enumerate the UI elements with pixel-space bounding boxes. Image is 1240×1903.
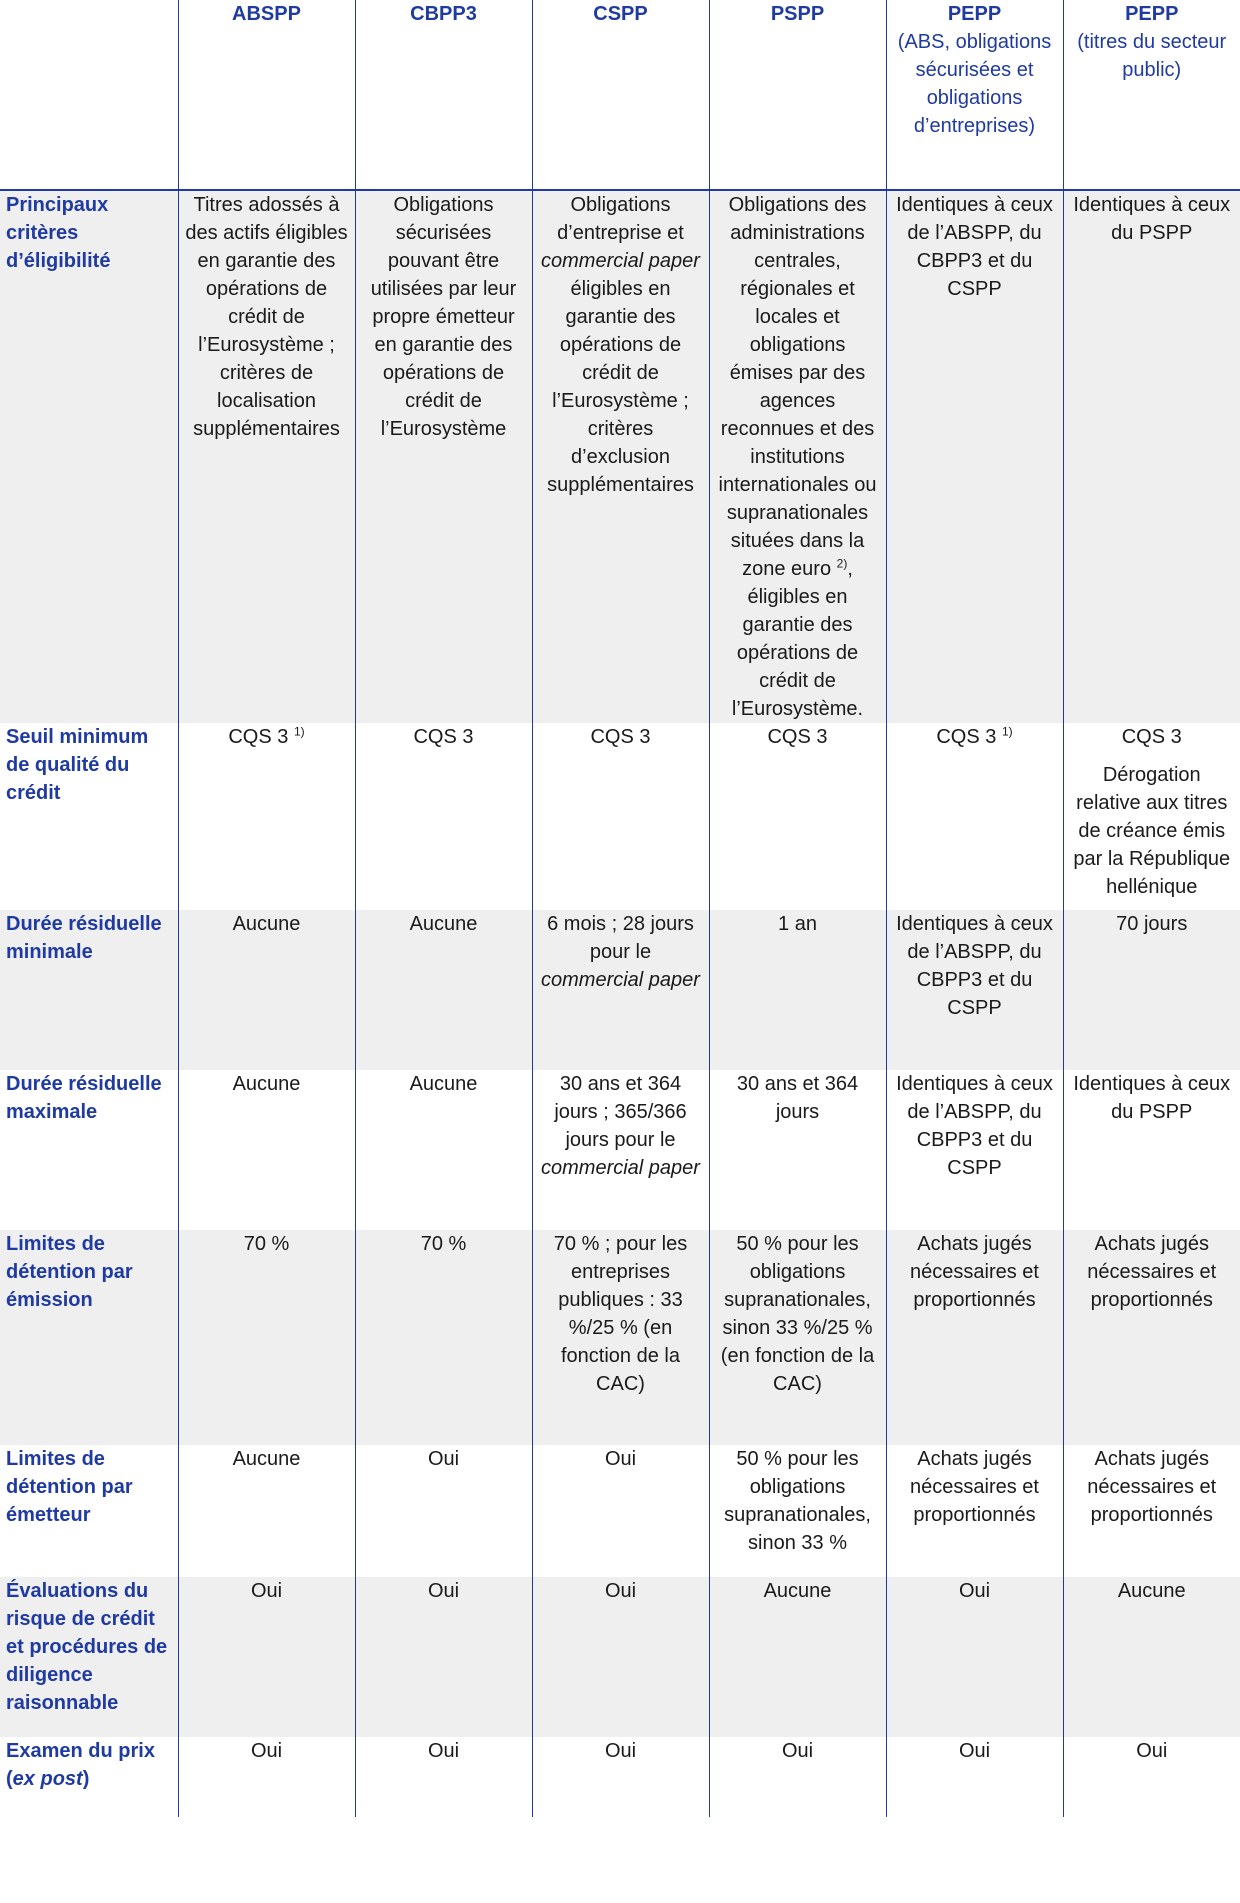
table-cell <box>532 190 709 723</box>
table-cell: Identiques à ceux du PSPP <box>1063 190 1240 723</box>
table-cell: Oui <box>355 1445 532 1577</box>
cell-text: CQS 3 <box>936 726 997 748</box>
table-cell: 50 % pour les obligations supranationales, sinon 33 %/25 % (en fonction de la CAC) <box>709 1230 886 1445</box>
row-label: Limites de détention par émission <box>0 1230 178 1445</box>
table-cell: Oui <box>178 1737 355 1817</box>
column-header <box>886 0 1063 190</box>
table-cell: 70 % <box>178 1230 355 1445</box>
cell-emphasis: commercial paper <box>541 969 700 991</box>
table-cell: Achats jugés nécessaires et proportionnés <box>1063 1445 1240 1577</box>
table-cell <box>709 190 886 723</box>
cell-text: , éligibles en garantie des opérations de crédit de l’Eurosystème. <box>731 558 864 720</box>
table-cell: 1 an <box>709 910 886 1070</box>
table-cell: Identiques à ceux de l’ABSPP, du CBPP3 et du CSPP <box>886 910 1063 1070</box>
table-row <box>0 1737 1240 1817</box>
table-cell: Aucune <box>178 910 355 1070</box>
cell-note: Dérogation relative aux titres de créance émis par la République hellénique <box>1073 764 1231 898</box>
table-row <box>0 910 1240 1070</box>
table-cell: Achats jugés nécessaires et proportionnés <box>886 1445 1063 1577</box>
table-cell: Oui <box>178 1577 355 1737</box>
column-name: PEPP <box>947 3 1002 25</box>
table-cell <box>532 1070 709 1230</box>
table-cell: Oui <box>709 1737 886 1817</box>
column-header <box>178 0 355 190</box>
column-name: PSPP <box>770 3 825 25</box>
table-cell: 30 ans et 364 jours <box>709 1070 886 1230</box>
footnote-ref: 2) <box>836 556 848 571</box>
table-cell: 70 % <box>355 1230 532 1445</box>
table-cell <box>532 910 709 1070</box>
column-subtitle: (titres du secteur public) <box>1077 31 1227 81</box>
table-cell: Oui <box>886 1737 1063 1817</box>
row-label <box>0 1737 178 1817</box>
row-label: Limites de détention par émetteur <box>6 1448 133 1526</box>
table-cell: 70 jours <box>1063 910 1240 1070</box>
column-name: PEPP <box>1125 3 1179 25</box>
table-cell: Oui <box>1063 1737 1240 1817</box>
table-cell: Aucune <box>355 910 532 1070</box>
column-name: ABSPP <box>232 3 301 25</box>
footnote-ref: 1) <box>293 724 305 739</box>
table-row <box>0 1230 1240 1445</box>
table-cell: CQS 3 <box>355 723 532 910</box>
table-cell: Titres adossés à des actifs éligibles en garantie des opérations de crédit de l’Eurosystème ; critères de localisation supplémentaires <box>178 190 355 723</box>
table-cell: Aucune <box>178 1070 355 1230</box>
table-cell: Aucune <box>709 1577 886 1737</box>
table-cell <box>1063 723 1240 910</box>
column-name: CSPP <box>593 3 648 25</box>
header-row <box>0 0 1240 190</box>
cell-text: Obligations des administrations centrales, régionales et locales et obligations émises par des agences reconnues et des institutions internationales ou supranationales situées dans la zone euro <box>718 194 877 580</box>
row-label: Évaluations du risque de crédit et procédures de diligence raisonnable <box>0 1577 178 1737</box>
table-cell: 70 % ; pour les entreprises publiques : 33 %/25 % (en fonction de la CAC) <box>532 1230 709 1445</box>
column-header <box>532 0 709 190</box>
table-row <box>0 723 1240 910</box>
table-row <box>0 1577 1240 1737</box>
table-cell: Oui <box>532 1737 709 1817</box>
table-cell: Identiques à ceux de l’ABSPP, du CBPP3 et du CSPP <box>886 190 1063 723</box>
table-cell: Identiques à ceux de l’ABSPP, du CBPP3 et du CSPP <box>886 1070 1063 1230</box>
table-cell: CQS 3 <box>709 723 886 910</box>
cell-text: 6 mois ; 28 jours pour le <box>547 913 694 963</box>
row-label: Durée résiduelle maximale <box>6 1073 162 1123</box>
cell-text: 30 ans et 364 jours ; 365/366 jours pour le <box>554 1073 687 1151</box>
table-cell <box>886 723 1063 910</box>
cell-text: éligibles en garantie des opérations de crédit de l’Eurosystème ; critères d’exclusion supplémentaires <box>547 278 694 496</box>
footnote-ref: 1) <box>1001 724 1013 739</box>
column-subtitle: (ABS, obligations sécurisées et obligations d’entreprises) <box>897 31 1052 137</box>
table-cell: Oui <box>532 1577 709 1737</box>
column-header <box>1063 0 1240 190</box>
column-header <box>709 0 886 190</box>
column-name: CBPP3 <box>410 3 477 25</box>
table-row <box>0 1070 1240 1230</box>
row-label: Principaux critères d’éligibilité <box>0 190 178 723</box>
column-header <box>355 0 532 190</box>
row-label: Seuil minimum de qualité du crédit <box>6 726 149 804</box>
cell-text: Obligations d’entreprise et <box>557 194 684 244</box>
table-row <box>0 190 1240 723</box>
table-cell: Aucune <box>355 1070 532 1230</box>
table-cell: Oui <box>886 1577 1063 1737</box>
row-label-text: Examen du prix ( <box>6 1740 155 1790</box>
table-cell: Oui <box>355 1577 532 1737</box>
table-cell: Identiques à ceux du PSPP <box>1063 1070 1240 1230</box>
cell-text: CQS 3 <box>1121 726 1182 748</box>
table-cell: CQS 3 <box>532 723 709 910</box>
cell-emphasis: commercial paper <box>541 250 700 272</box>
table-cell: 50 % pour les obligations supranationales, sinon 33 % <box>709 1445 886 1577</box>
table-cell: Achats jugés nécessaires et proportionnés <box>1063 1230 1240 1445</box>
table-body <box>0 190 1240 1817</box>
table-cell: Oui <box>532 1445 709 1577</box>
table-cell <box>178 723 355 910</box>
table-cell: Aucune <box>178 1445 355 1577</box>
cell-text: CQS 3 <box>228 726 289 748</box>
table-cell: Aucune <box>1063 1577 1240 1737</box>
table-row <box>0 1445 1240 1577</box>
table-header <box>0 0 1240 190</box>
row-label-text: ) <box>82 1768 90 1790</box>
cell-emphasis: commercial paper <box>541 1157 700 1179</box>
row-label-emphasis: ex post <box>12 1768 83 1790</box>
table-cell: Achats jugés nécessaires et proportionnés <box>886 1230 1063 1445</box>
header-corner <box>0 0 178 190</box>
table-cell: Obligations sécurisées pouvant être utilisées par leur propre émetteur en garantie des opérations de crédit de l’Eurosystème <box>355 190 532 723</box>
row-label: Durée résiduelle minimale <box>0 910 178 1070</box>
table-cell: Oui <box>355 1737 532 1817</box>
